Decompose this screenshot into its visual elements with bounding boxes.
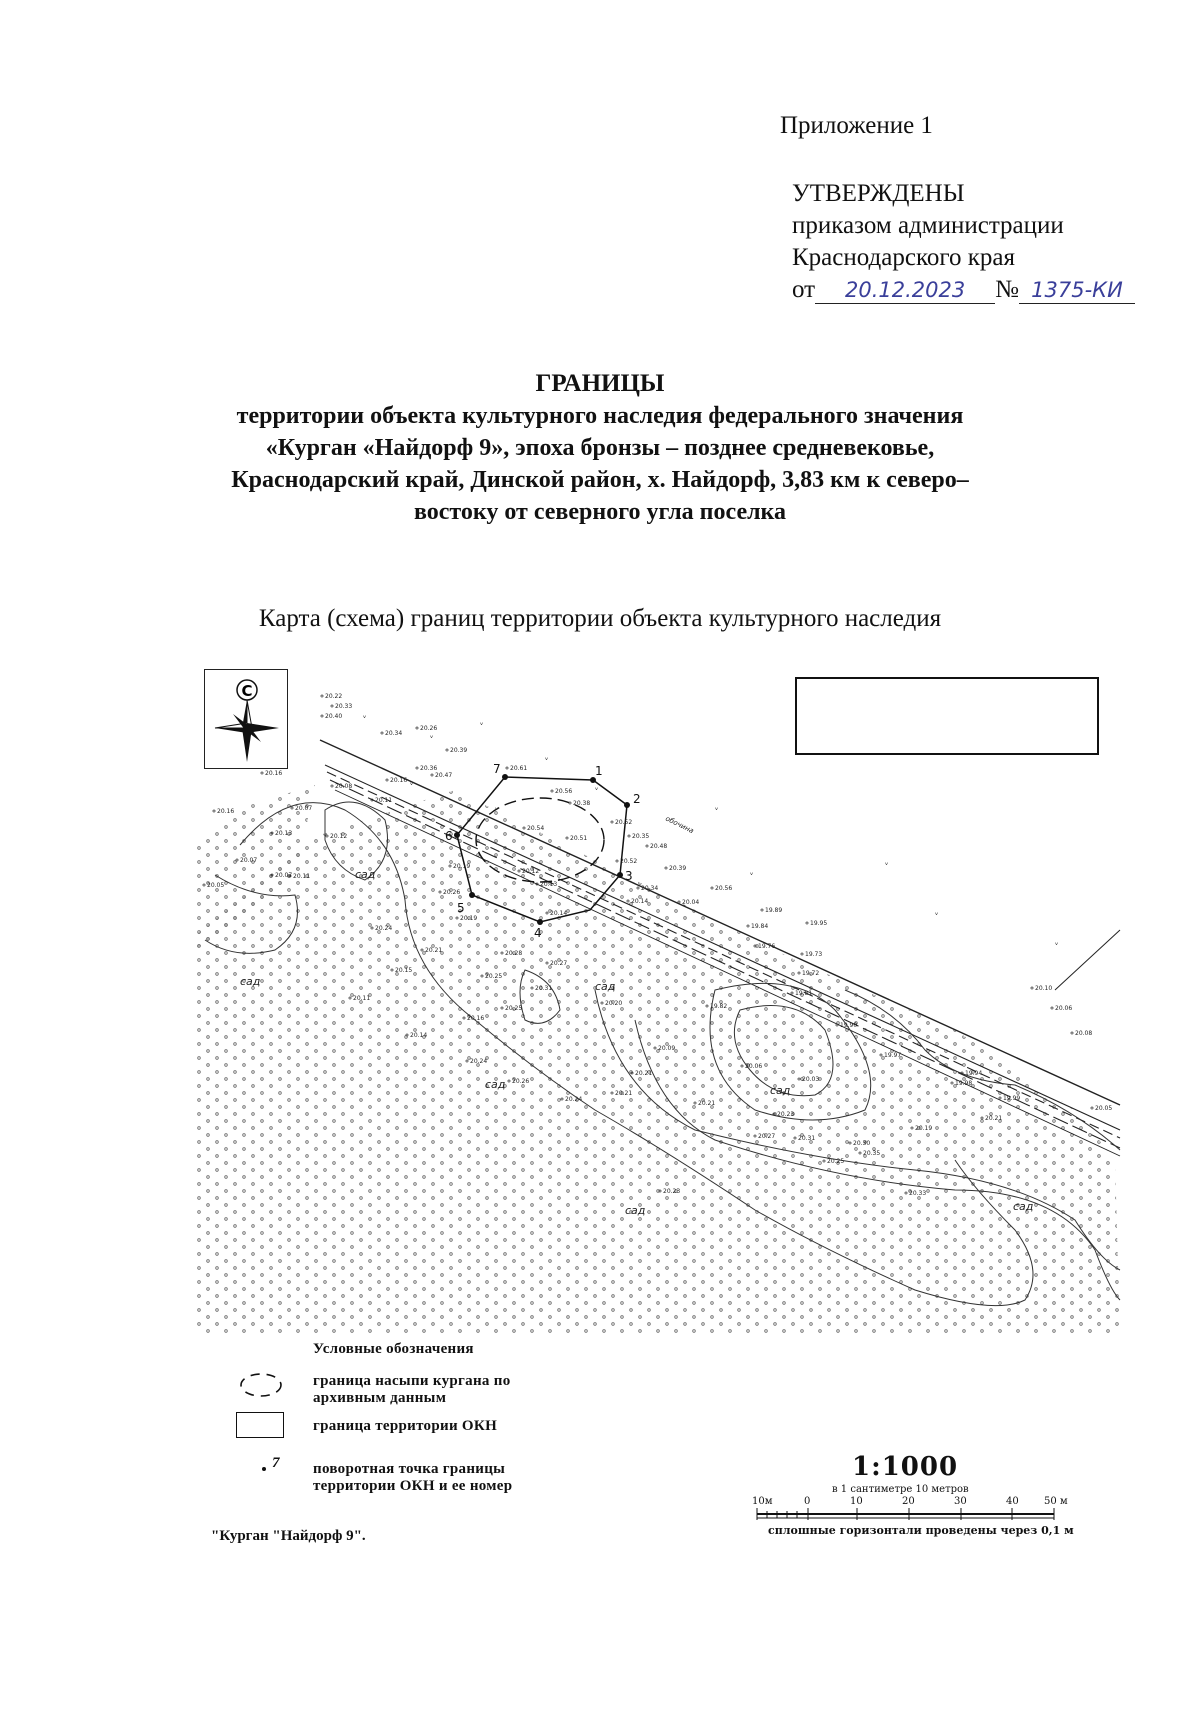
- elevation-label: 20.07: [240, 857, 258, 864]
- handwritten-number: 1375-КИ: [1019, 277, 1135, 304]
- svg-text:ᵥ: ᵥ: [595, 783, 599, 792]
- svg-text:ᵥ: ᵥ: [885, 858, 889, 867]
- elevation-point: [506, 767, 508, 769]
- elevation-label: 20.16: [467, 1015, 485, 1022]
- elevation-label: 20.26: [420, 725, 438, 732]
- title-line-3: «Курган «Найдорф 9», эпоха бронзы – позднее средневековье,: [265, 435, 935, 461]
- garden-label: сад: [240, 975, 261, 988]
- elevation-label: 20.19: [453, 863, 471, 870]
- turn-point-icon: [262, 1467, 266, 1471]
- from-label: от: [792, 276, 816, 303]
- approval-date-line: [792, 274, 1135, 306]
- svg-text:ᵥ: ᵥ: [363, 711, 367, 720]
- elevation-label: 20.11: [375, 797, 393, 804]
- elevation-label: 20.38: [573, 800, 591, 807]
- elevation-label: 20.06: [745, 1063, 763, 1070]
- elevation-label: 20.26: [512, 1078, 530, 1085]
- elevation-label: 20.52: [620, 858, 638, 865]
- elevation-label: 20.21: [635, 1070, 653, 1077]
- garden-label: сад: [1013, 1200, 1034, 1213]
- elevation-label: 20.48: [650, 843, 668, 850]
- title-line-4: Краснодарский край, Динской район, х. Найдорф, 3,83 км к северо–: [231, 467, 969, 493]
- handwritten-date: 20.12.2023: [815, 277, 995, 304]
- elevation-point: [416, 727, 418, 729]
- elevation-label: 19.90: [840, 1022, 858, 1029]
- turn-point-2: 2: [633, 792, 641, 806]
- elevation-label: 20.11: [293, 873, 311, 880]
- elevation-label: 20.03: [802, 1076, 820, 1083]
- object-caption: "Курган "Найдорф 9".: [211, 1528, 366, 1544]
- elevation-point: [761, 909, 763, 911]
- legend-item-turn-point: поворотная точка границы территории ОКН и ее номер: [313, 1461, 513, 1494]
- elevation-label: 20.10: [1035, 985, 1053, 992]
- elevation-point: [566, 837, 568, 839]
- title-line-5: востоку от северного угла поселка: [413, 499, 787, 525]
- scale-ratio: 1:1000: [852, 1452, 959, 1482]
- elevation-label: 20.33: [335, 703, 353, 710]
- road-label: обочина: [664, 814, 695, 836]
- elevation-point: [747, 925, 749, 927]
- legend-item-mound: граница насыпи кургана по архивным данным: [313, 1373, 511, 1406]
- svg-text:ᵥ: ᵥ: [715, 803, 719, 812]
- scale-tick-label: 40: [1006, 1496, 1019, 1507]
- svg-text:ᵥ: ᵥ: [750, 868, 754, 877]
- elevation-point: [646, 845, 648, 847]
- elevation-label: 20.33: [909, 1190, 927, 1197]
- approval-block: [792, 178, 1135, 306]
- elevation-label: 20.14: [550, 910, 568, 917]
- elevation-label: 20.39: [669, 865, 687, 872]
- elevation-label: 20.08: [335, 783, 353, 790]
- elevation-label: 20.16: [265, 770, 283, 777]
- scale-tick-label: 0: [804, 1496, 811, 1507]
- elevation-label: 20.61: [510, 765, 528, 772]
- approval-line-2: приказом администрации: [792, 212, 1064, 239]
- elevation-label: 20.31: [535, 985, 553, 992]
- elevation-label: 19.89: [765, 907, 783, 914]
- elevation-label: 20.13: [540, 881, 558, 888]
- elevation-label: 20.24: [375, 925, 393, 932]
- elevation-label: 20.07: [295, 805, 313, 812]
- elevation-label: 20.28: [505, 950, 523, 957]
- scale-tick-label: 10: [850, 1496, 863, 1507]
- elevation-point: [446, 749, 448, 751]
- elevation-label: 20.22: [325, 693, 343, 700]
- elevation-label: 20.16: [217, 808, 235, 815]
- elevation-label: 20.14: [631, 898, 649, 905]
- elevation-label: 20.12: [330, 833, 348, 840]
- elevation-label: 20.56: [715, 885, 733, 892]
- title-line-2: территории объекта культурного наследия федерального значения: [236, 403, 964, 429]
- approval-line-3: Краснодарского края: [792, 244, 1015, 271]
- elevation-point: [1031, 987, 1033, 989]
- appendix-label: Приложение 1: [780, 112, 933, 139]
- elevation-label: 20.35: [863, 1150, 881, 1157]
- elevation-point: [806, 922, 808, 924]
- elevation-point: [331, 705, 333, 707]
- turn-point-1: 1: [595, 764, 603, 778]
- svg-text:ᵥ: ᵥ: [495, 803, 499, 812]
- scale-tick-label: 50 м: [1044, 1496, 1068, 1507]
- elevation-label: 20.35: [632, 833, 650, 840]
- svg-text:ᵥ: ᵥ: [935, 908, 939, 917]
- approved-label: УТВЕРЖДЕНЫ: [792, 180, 965, 207]
- elevation-label: 20.23: [663, 1188, 681, 1195]
- elevation-label: 20.23: [777, 1111, 795, 1118]
- svg-text:ᵥ: ᵥ: [1055, 938, 1059, 947]
- elevation-label: 20.31: [798, 1135, 816, 1142]
- elevation-label: 19.98: [955, 1080, 973, 1087]
- svg-text:ᵥ: ᵥ: [545, 753, 549, 762]
- garden-label: сад: [625, 1204, 646, 1217]
- elevation-label: 20.24: [470, 1058, 488, 1065]
- turn-point-4: 4: [534, 926, 542, 940]
- elevation-point: [801, 953, 803, 955]
- elevation-label: 20.25: [505, 1005, 523, 1012]
- elevation-point: [331, 785, 333, 787]
- elevation-label: 19.94: [965, 1070, 983, 1077]
- elevation-label: 20.11: [353, 995, 371, 1002]
- mound-boundary-icon: [236, 1369, 286, 1401]
- elevation-label: 20.12: [522, 868, 540, 875]
- turn-point-6: 6: [445, 829, 453, 843]
- okn-boundary-icon: [236, 1412, 284, 1438]
- scale-tick-label: 10м: [752, 1496, 773, 1507]
- elevation-label: 20.19: [915, 1125, 933, 1132]
- elevation-label: 20.21: [698, 1100, 716, 1107]
- elevation-label: 19.95: [810, 920, 828, 927]
- elevation-label: 20.15: [395, 967, 413, 974]
- elevation-label: 20.13: [275, 830, 293, 837]
- elevation-label: 20.27: [758, 1133, 776, 1140]
- compass-north-letter: С: [241, 682, 253, 700]
- elevation-label: 20.40: [325, 713, 343, 720]
- elevation-point: [213, 810, 215, 812]
- elevation-point: [1071, 1032, 1073, 1034]
- elevation-label: 19.82: [710, 1003, 728, 1010]
- elevation-label: 20.04: [682, 899, 700, 906]
- title-line-1: ГРАНИЦЫ: [535, 370, 665, 397]
- turn-point-marker-number: 7: [272, 1455, 280, 1471]
- elevation-label: 20.52: [615, 819, 633, 826]
- elevation-point: [381, 732, 383, 734]
- turn-point-5: 5: [457, 901, 465, 915]
- elevation-label: 19.97: [884, 1052, 902, 1059]
- elevation-label: 20.21: [425, 947, 443, 954]
- legend-title: Условные обозначения: [313, 1341, 474, 1357]
- elevation-point: [321, 695, 323, 697]
- elevation-label: 20.19: [460, 915, 478, 922]
- elevation-label: 20.56: [555, 788, 573, 795]
- elevation-point: [261, 772, 263, 774]
- garden-label: сад: [485, 1078, 506, 1091]
- elevation-point: [386, 779, 388, 781]
- elevation-point: [321, 715, 323, 717]
- elevation-label: 20.05: [207, 882, 225, 889]
- scale-tick-label: 20: [902, 1496, 915, 1507]
- elevation-label: 20.14: [410, 1032, 428, 1039]
- elevation-label: 20.47: [435, 772, 453, 779]
- elevation-point: [416, 767, 418, 769]
- legend-item-okn: граница территории ОКН: [313, 1418, 498, 1434]
- elevation-label: 20.24: [565, 1096, 583, 1103]
- elevation-label: 20.16: [390, 777, 408, 784]
- elevation-label: 20.27: [550, 960, 568, 967]
- elevation-label: 20.08: [1075, 1030, 1093, 1037]
- elevation-label: 20.05: [1095, 1105, 1113, 1112]
- elevation-label: 20.07: [275, 872, 293, 879]
- elevation-point: [551, 790, 553, 792]
- elevation-label: 20.34: [385, 730, 403, 737]
- scale-tick-label: 30: [954, 1496, 967, 1507]
- garden-label: сад: [770, 1084, 791, 1097]
- elevation-label: 20.25: [485, 973, 503, 980]
- elevation-label: 20.36: [420, 765, 438, 772]
- svg-text:ᵥ: ᵥ: [480, 718, 484, 727]
- elevation-point: [1091, 1107, 1093, 1109]
- garden-label: сад: [355, 868, 376, 881]
- document-title: [0, 368, 1200, 528]
- elevation-label: 20.34: [641, 885, 659, 892]
- svg-text:ᵥ: ᵥ: [430, 731, 434, 740]
- elevation-label: 20.21: [615, 1090, 633, 1097]
- elevation-point: [628, 835, 630, 837]
- elevation-label: 19.76: [758, 943, 776, 950]
- elevation-label: 20.09: [658, 1045, 676, 1052]
- elevation-label: 19.84: [751, 923, 769, 930]
- elevation-label: 20.54: [527, 825, 545, 832]
- contour-interval-note: сплошные горизонтали проведены через 0,1 м: [768, 1524, 1074, 1537]
- elevation-label: 19.81: [795, 990, 813, 997]
- elevation-point: [665, 867, 667, 869]
- elevation-label: 20.20: [605, 1000, 623, 1007]
- number-sign: №: [995, 276, 1019, 303]
- turn-point-7: 7: [493, 762, 501, 776]
- elevation-label: 20.39: [450, 747, 468, 754]
- elevation-label: 20.26: [443, 889, 461, 896]
- elevation-point: [431, 774, 433, 776]
- topographic-map: [195, 690, 1120, 1335]
- elevation-point: [616, 860, 618, 862]
- elevation-label: 19.72: [802, 970, 820, 977]
- garden-label: сад: [595, 980, 616, 993]
- elevation-label: 20.21: [985, 1115, 1003, 1122]
- elevation-label: 20.25: [827, 1158, 845, 1165]
- elevation-label: 20.30: [853, 1140, 871, 1147]
- scale-bar: [752, 1494, 1068, 1524]
- map-subtitle: Карта (схема) границ территории объекта культурного наследия: [258, 605, 942, 632]
- elevation-label: 19.99: [1003, 1095, 1021, 1102]
- svg-text:ᵥ: ᵥ: [410, 778, 414, 787]
- elevation-label: 19.73: [805, 951, 823, 958]
- turn-point-3: 3: [625, 869, 633, 883]
- scale-note: в 1 сантиметре 10 метров: [832, 1484, 969, 1495]
- elevation-point: [1051, 1007, 1053, 1009]
- elevation-label: 20.06: [1055, 1005, 1073, 1012]
- elevation-point: [711, 887, 713, 889]
- elevation-label: 20.51: [570, 835, 588, 842]
- elevation-point: [611, 821, 613, 823]
